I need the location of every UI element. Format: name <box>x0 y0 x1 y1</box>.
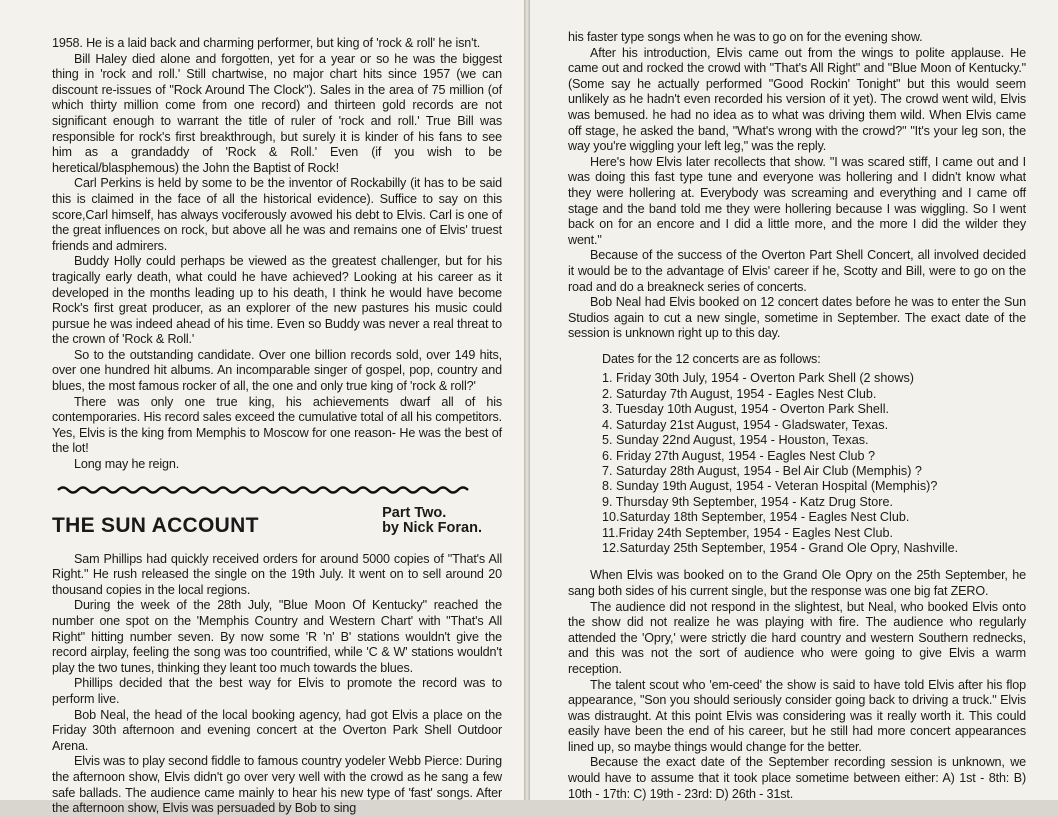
paragraph: Sam Phillips had quickly received orders for around 5000 copies of "That's All Right." He rush released the single on the 19th July. It went on to sell around 20 thousand copies in the local regions. <box>52 551 502 597</box>
concert-dates-list <box>568 371 1026 556</box>
paragraph: There was only one true king, his achievements dwarf all of his contemporaries. His record sales exceed the cumulative total of all his competitors. Yes, Elvis is the king from Memphis to Moscow for one reason- He was the best of the lot! <box>52 394 502 456</box>
paragraph: Here's how Elvis later recollects that show. "I was scared stiff, I came out and I was doing this fast type tune and everyone was hollering and I didn't know what they were hollering at. Everybody was screaming and everything and I came off stage and the band told me they were hollering because I was wiggling. So I went back on for an encore and I did a little more, and the more I did the wilder they went." <box>568 154 1026 247</box>
part-label: Part Two. <box>382 504 447 521</box>
paragraph: Carl Perkins is held by some to be the inventor of Rockabilly (it has to be said this is claimed in the face of all the historical evidence). Suffice to say on this score,Carl himself, has always vociferously avowed his debt to Elvis. Carl is one of the great influences on rock, but above all he was and remains one of Elvis' truest friends and admirers. <box>52 176 502 253</box>
paragraph: The audience did not respond in the slightest, but Neal, who booked Elvis onto the show did not realize he was playing with fire. The audience who regularly attended the 'Opry,' were strictly die hard country and western Southern rednecks, and this was not the sort of audience who were going to give Elvis a warm reception. <box>568 599 1026 676</box>
paragraph: Because the exact date of the September recording session is unknown, we would have to assume that it took place sometime between either: A) 1st - 8th: B) 10th - 17th: C) 19th - 23rd: D) 26th - 31st. <box>568 755 1026 801</box>
article-headline: THE SUN ACCOUNT <box>52 513 259 537</box>
paragraph: Long may he reign. <box>74 457 180 472</box>
list-item: 12.Saturday 25th September, 1954 - Grand Ole Opry, Nashville. <box>602 540 959 555</box>
list-item: 8. Sunday 19th August, 1954 - Veteran Hospital (Memphis)? <box>602 479 938 494</box>
paragraph: Elvis was to play second fiddle to famous country yodeler Webb Pierce: During the afternoon show, Elvis didn't go over very well with the crowd as he sang a few safe ballads. The audience came mainly to hear his new type of 'fast' songs. After the afternoon show, Elvis was persuaded by Bob to sing <box>52 754 502 816</box>
article-header <box>52 506 482 538</box>
paragraph: Because of the success of the Overton Part Shell Concert, all involved decided it would be to the advantage of Elvis' career if he, Scotty and Bill, were to go on the road and do a breakneck series of concerts. <box>568 248 1026 294</box>
paragraph: After his introduction, Elvis came out from the wings to polite applause. He came out and rocked the crowd with "That's All Right" and "Blue Moon of Kentucky." (Some say he actually performed "Good Rockin' Tonight" but this would seem unlikely as he hadn't even recorded his version of it yet). The crowd went wild, Elvis was bemused. he had no idea as to what was driving them wild. When Elvis came off stage, he asked the band, "What's wrong with the crowd?" "It's your leg son, the way you're wiggling your left leg," was the reply. <box>568 45 1026 154</box>
paragraph: 1958. He is a laid back and charming performer, but king of 'rock & roll' he isn't. <box>52 36 481 50</box>
paragraph: his faster type songs when he was to go on for the evening show. <box>568 30 923 44</box>
list-item: 2. Saturday 7th August, 1954 - Eagles Nest Club. <box>602 386 877 401</box>
paragraph: When Elvis was booked on to the Grand Ole Opry on the 25th September, he sang both sides of his current single, but the response was one big fat ZERO. <box>568 568 1026 598</box>
paragraph: Phillips decided that the best way for Elvis to promote the record was to perform live. <box>52 676 502 706</box>
list-item: 4. Saturday 21st August, 1954 - Gladswater, Texas. <box>602 417 889 432</box>
list-item: 5. Sunday 22nd August, 1954 - Houston, Texas. <box>602 433 869 448</box>
paragraph: So to the outstanding candidate. Over one billion records sold, over 149 hits, over one hundred hit albums. An incomparable singer of gospel, pop, country and blues, the most famous rocker of all, the one and only true king of 'rock & roll?' <box>52 347 502 394</box>
right-page <box>530 0 1058 800</box>
paragraph: Buddy Holly could perhaps be viewed as the greatest challenger, but for his tragically early death, what could he have achieved? Looking at his career as it developed in the months leading up to his death, I think he would have become Rock's first great producer, as an explorer of the new pastures his music could pursue he was indeed ahead of his time. Even so Buddy was never a real threat to the crown of 'Rock & Roll.' <box>52 254 502 347</box>
list-item: 6. Friday 27th August, 1954 - Eagles Nest Club ? <box>602 448 876 463</box>
paragraph: The talent scout who 'em-ceed' the show is said to have told Elvis after his flop appearance, "Son you should seriously consider going back to driving a truck." Elvis was distraught. At this point Elvis was considering was it really worth it. This could easily have been the end of his career, but he still had more concert appearances lined up, so maybe things would change for the better. <box>568 677 1026 754</box>
wavy-divider <box>58 485 468 495</box>
list-item: 3. Tuesday 10th August, 1954 - Overton Park Shell. <box>602 402 890 417</box>
paragraph: Bill Haley died alone and forgotten, yet for a year or so he was the biggest thing in 'rock and roll.' Still chartwise, no major chart hits since 1957 (we can discount re-issues of "Rock Around The Clock"). Sales in the area of 75 million (of which thirty million come from one record) and thirteen gold records are not significant enough to warrant the title of ruler of 'rock and roll.' True Bill was responsible for rock's first breakthrough, but surely it is kinder of his fans to see him as a grandaddy of 'Rock & Roll.' Even (if you wish to be heretical/blasphemous) the John the Baptist of Rock! <box>52 51 502 175</box>
paragraph: Bob Neal had Elvis booked on 12 concert dates before he was to enter the Sun Studios again to cut a new single, sometime in September. The exact date of the session is unknown right up to this day. <box>568 295 1026 341</box>
list-item: 10.Saturday 18th September, 1954 - Eagles Nest Club. <box>602 510 910 525</box>
list-item: 9. Thursday 9th September, 1954 - Katz Drug Store. <box>602 494 893 509</box>
paragraph: Bob Neal, the head of the local booking agency, had got Elvis a place on the Friday 30th afternoon and evening concert at the Overton Park Shell Outdoor Arena. <box>52 707 502 753</box>
left-page <box>0 0 524 816</box>
dates-intro: Dates for the 12 concerts are as follows: <box>602 351 821 366</box>
byline-block <box>382 506 482 536</box>
list-item: 1. Friday 30th July, 1954 - Overton Park Shell (2 shows) <box>602 371 914 386</box>
author-byline: by Nick Foran. <box>382 519 482 536</box>
list-item: 11.Friday 24th September, 1954 - Eagles Nest Club. <box>602 525 893 540</box>
list-item: 7. Saturday 28th August, 1954 - Bel Air Club (Memphis) ? <box>602 463 922 478</box>
paragraph: During the week of the 28th July, "Blue Moon Of Kentucky" reached the number one spot on the 'Memphis Country and Western Chart' with "That's All Right" hitting number seven. By now some 'R 'n' B' stations wouldn't give the record airplay, feeling the song was too countrified, while 'C & W' stations wouldn't play the two tunes, thinking they leant too much towards the blues. <box>52 598 502 675</box>
